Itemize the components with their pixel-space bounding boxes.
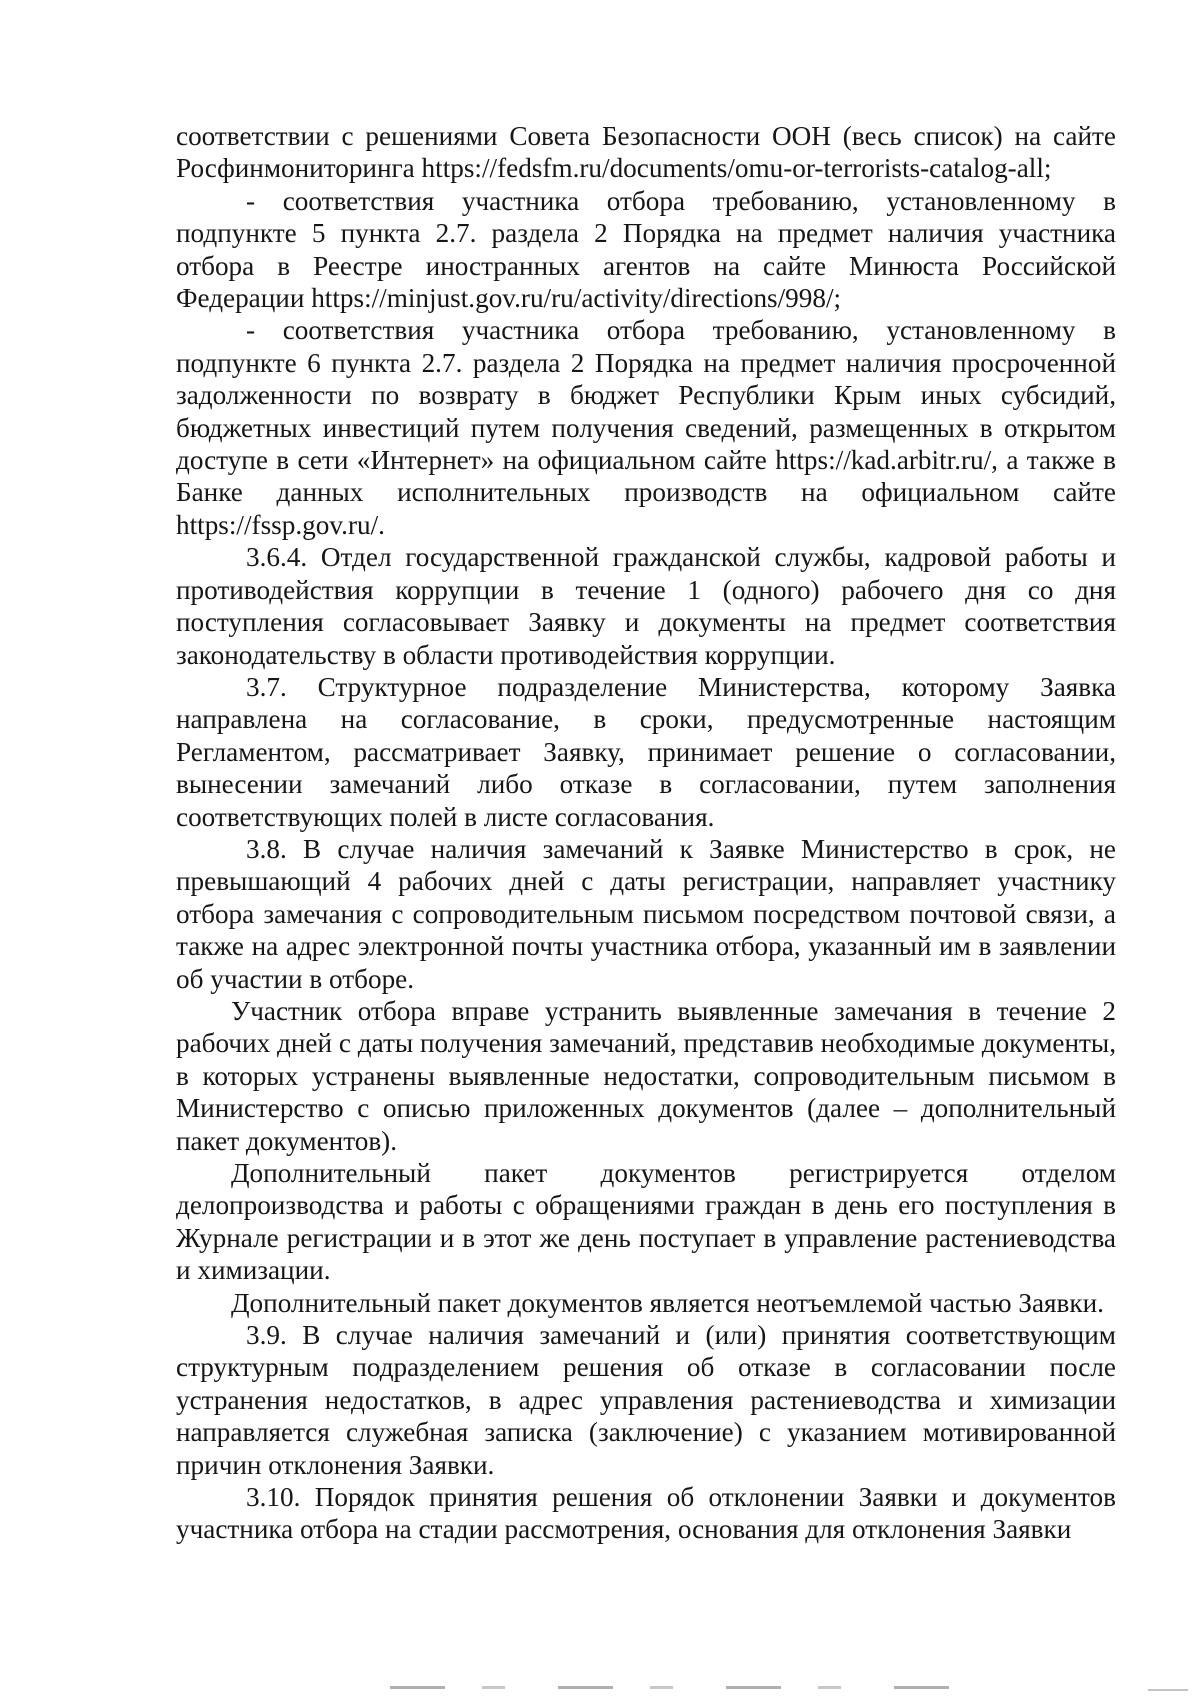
paragraph-foreign-agents: - соответствия участника отбора требованию, установленному в подпункте 5 пункта 2.7. раздела 2 Порядка на предмет наличия участника отбора в Реестре иностранных агентов на сайте Минюста Российской Федерации https://minjust.gov.ru/ru/activity/directions/998/; (176, 185, 1116, 314)
scan-artifact-mark (1148, 1689, 1188, 1691)
paragraph-3-8: 3.8. В случае наличия замечаний к Заявке Министерство в срок, не превышающий 4 рабочих дней с даты регистрации, направляет участнику отбора замечания с сопроводительным письмом посредством почтовой связи, а также на адрес электронной почты участника отбора, указанный им в заявлении об участии в отборе. (176, 833, 1116, 994)
paragraph-extra-package-registration: Дополнительный пакет документов регистрируется отделом делопроизводства и работы с обращениями граждан в день его поступления в Журнале регистрации и в этот же день поступает в управление растениеводства и химизации. (176, 1158, 1116, 1286)
scan-artifact-line (390, 1686, 970, 1689)
paragraph-3-7: 3.7. Структурное подразделение Министерства, которому Заявка направлена на согласование, в сроки, предусмотренные настоящим Регламентом, рассматривает Заявку, принимает решение о согласовании, вынесении замечаний либо отказе в согласовании, путем заполнения соответствующих полей в листе согласования. (176, 671, 1116, 832)
paragraph-overdue-debt: - соответствия участника отбора требованию, установленному в подпункте 6 пункта 2.7. раздела 2 Порядка на предмет наличия просроченной задолженности по возврату в бюджет Республики Крым иных субсидий, бюджетных инвестиций путем получения сведений, размещенных в открытом доступе в сети «Интернет» на официальном сайте https://kad.arbitr.ru/, а также в Банке данных исполнительных производств на официальном сайте https://fssp.gov.ru/. (176, 315, 1116, 540)
paragraph-remarks-fix: Участник отбора вправе устранить выявленные замечания в течение 2 рабочих дней с даты получения замечаний, представив необходимые документы, в которых устранены выявленные недостатки, сопроводительным письмом в Министерство с описью приложенных документов (далее – дополнительный пакет документов). (176, 995, 1116, 1156)
paragraph-extra-package-part: Дополнительный пакет документов является неотъемлемой частью Заявки. (231, 1287, 1104, 1318)
paragraph-3-6-4: 3.6.4. Отдел государственной гражданской службы, кадровой работы и противодействия коррупции в течение 1 (одного) рабочего дня со дня поступления согласовывает Заявку и документы на предмет соответствия законодательству в области противодействия коррупции. (176, 542, 1116, 670)
paragraph-3-10: 3.10. Порядок принятия решения об отклонении Заявки и документов участника отбора на стадии рассмотрения, основания для отклонения Заявки (176, 1482, 1116, 1545)
document-body (176, 120, 1116, 1546)
paragraph-un-list: соответствии с решениями Совета Безопасности ООН (весь список) на сайте Росфинмониторинга https://fedsfm.ru/documents/omu-or-terrorists-catalog-all; (176, 121, 1116, 184)
paragraph-3-9: 3.9. В случае наличия замечаний и (или) принятия соответствующим структурным подразделением решения об отказе в согласовании после устранения недостатков, в адрес управления растениеводства и химизации направляется служебная записка (заключение) с указанием мотивированной причин отклонения Заявки. (176, 1320, 1116, 1480)
